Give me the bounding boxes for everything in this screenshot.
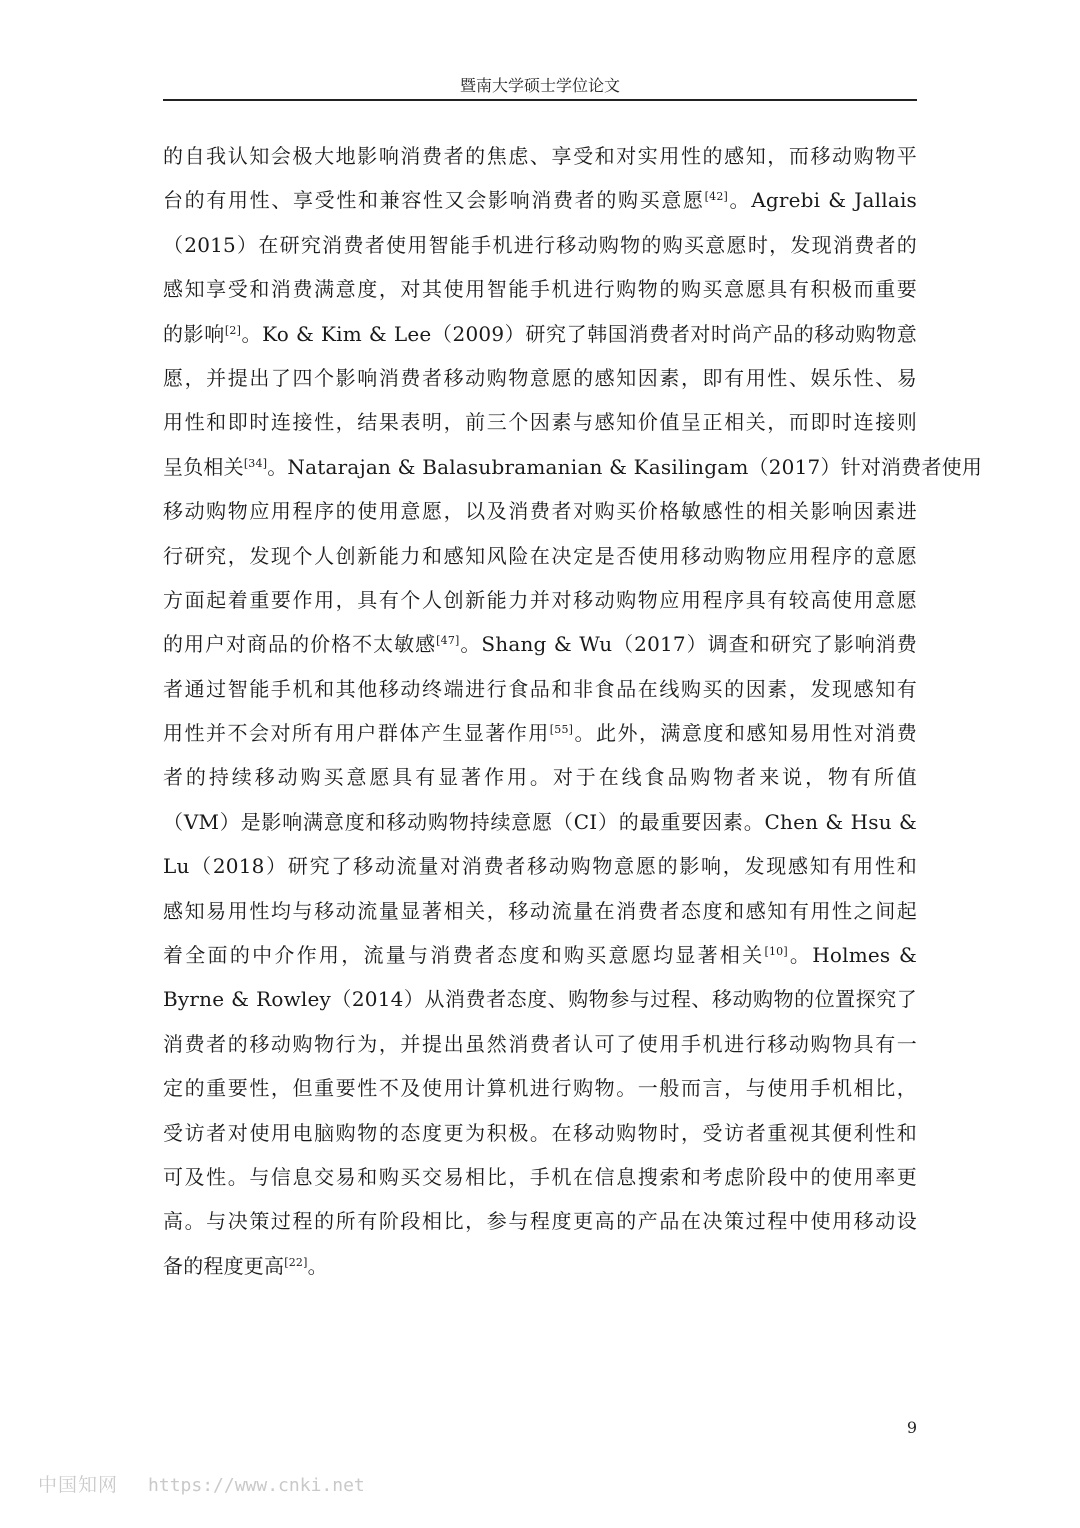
text-line: 用性和即时连接性，结果表明，前三个因素与感知价值呈正相关，而即时连接则 bbox=[163, 410, 917, 435]
cnki-watermark bbox=[38, 1474, 365, 1497]
text-line: 消费者的移动购物行为，并提出虽然消费者认可了使用手机进行移动购物具有一 bbox=[163, 1031, 917, 1056]
citation-ref: [2] bbox=[224, 323, 242, 337]
text-line: （2015）在研究消费者使用智能手机进行移动购物的购买意愿时，发现消费者的 bbox=[163, 232, 917, 257]
text-line: 感知易用性均与移动流量显著相关，移动流量在消费者态度和感知有用性之间起 bbox=[163, 898, 917, 923]
citation-ref: [55] bbox=[549, 723, 574, 737]
text-line: 可及性。与信息交易和购买交易相比，手机在信息搜索和考虑阶段中的使用率更 bbox=[163, 1164, 917, 1189]
text-line: 台的有用性、享受性和兼容性又会影响消费者的购买意愿[42]。Agrebi & Jallais bbox=[163, 188, 918, 213]
text-line: Lu（2018）研究了移动流量对消费者移动购物意愿的影响，发现感知有用性和 bbox=[163, 854, 917, 879]
text-line: 行研究，发现个人创新能力和感知风险在决定是否使用移动购物应用程序的意愿 bbox=[163, 543, 917, 568]
header-title: 暨南大学硕士学位论文 bbox=[459, 76, 620, 95]
text-line: 方面起着重要作用，具有个人创新能力并对移动购物应用程序具有较高使用意愿 bbox=[163, 587, 917, 612]
watermark-url[interactable]: https://www.cnki.net bbox=[148, 1475, 365, 1496]
text-line: 受访者对使用电脑购物的态度更为积极。在移动购物时，受访者重视其便利性和 bbox=[163, 1120, 917, 1145]
text-line: 者的持续移动购买意愿具有显著作用。对于在线食品购物者来说，物有所值 bbox=[163, 765, 917, 790]
text-line: 的自我认知会极大地影响消费者的焦虑、享受和对实用性的感知，而移动购物平 bbox=[163, 144, 917, 168]
header-divider bbox=[163, 99, 917, 101]
text-line: 高。与决策过程的所有阶段相比，参与程度更高的产品在决策过程中使用移动设 bbox=[163, 1209, 917, 1234]
body-text bbox=[163, 134, 983, 1288]
text-line: （VM）是影响满意度和移动购物持续意愿（CI）的最重要因素。Chen & Hsu & bbox=[163, 809, 917, 834]
citation-ref: [47] bbox=[436, 634, 460, 648]
citation-ref: [10] bbox=[764, 945, 788, 959]
text-line: 的用户对商品的价格不太敏感[47]。Shang & Wu（2017）调查和研究了影响消费 bbox=[163, 632, 917, 657]
citation-ref: [42] bbox=[704, 190, 729, 204]
text-line: Byrne & Rowley（2014）从消费者态度、购物参与过程、移动购物的位置探究了 bbox=[163, 987, 917, 1012]
text-line: 呈负相关[34]。Natarajan & Balasubramanian & Kasilingam（2017）针对消费者使用 bbox=[163, 454, 983, 479]
text-line: 者通过智能手机和其他移动终端进行食品和非食品在线购买的因素，发现感知有 bbox=[163, 676, 917, 701]
citation-ref: [22] bbox=[284, 1255, 308, 1269]
text-line: 用性并不会对所有用户群体产生显著作用[55]。此外，满意度和感知易用性对消费 bbox=[163, 721, 917, 746]
page-number: 9 bbox=[906, 1418, 917, 1437]
text-line: 备的程度更高[22]。 bbox=[163, 1253, 328, 1278]
text-line: 感知享受和消费满意度，对其使用智能手机进行购物的购买意愿具有积极而重要 bbox=[163, 277, 917, 302]
text-line: 愿，并提出了四个影响消费者移动购物意愿的感知因素，即有用性、娱乐性、易 bbox=[163, 365, 917, 390]
text-line: 着全面的中介作用，流量与消费者态度和购买意愿均显著相关[10]。Holmes & bbox=[163, 943, 917, 968]
citation-ref: [34] bbox=[243, 456, 268, 470]
text-line: 定的重要性，但重要性不及使用计算机进行购物。一般而言，与使用手机相比， bbox=[163, 1076, 917, 1101]
text-line: 的影响[2]。Ko & Kim & Lee（2009）研究了韩国消费者对时尚产品的移动购物意 bbox=[163, 321, 917, 346]
text-line: 移动购物应用程序的使用意愿，以及消费者对购买价格敏感性的相关影响因素进 bbox=[163, 499, 917, 524]
watermark-name: 中国知网 bbox=[38, 1474, 119, 1496]
